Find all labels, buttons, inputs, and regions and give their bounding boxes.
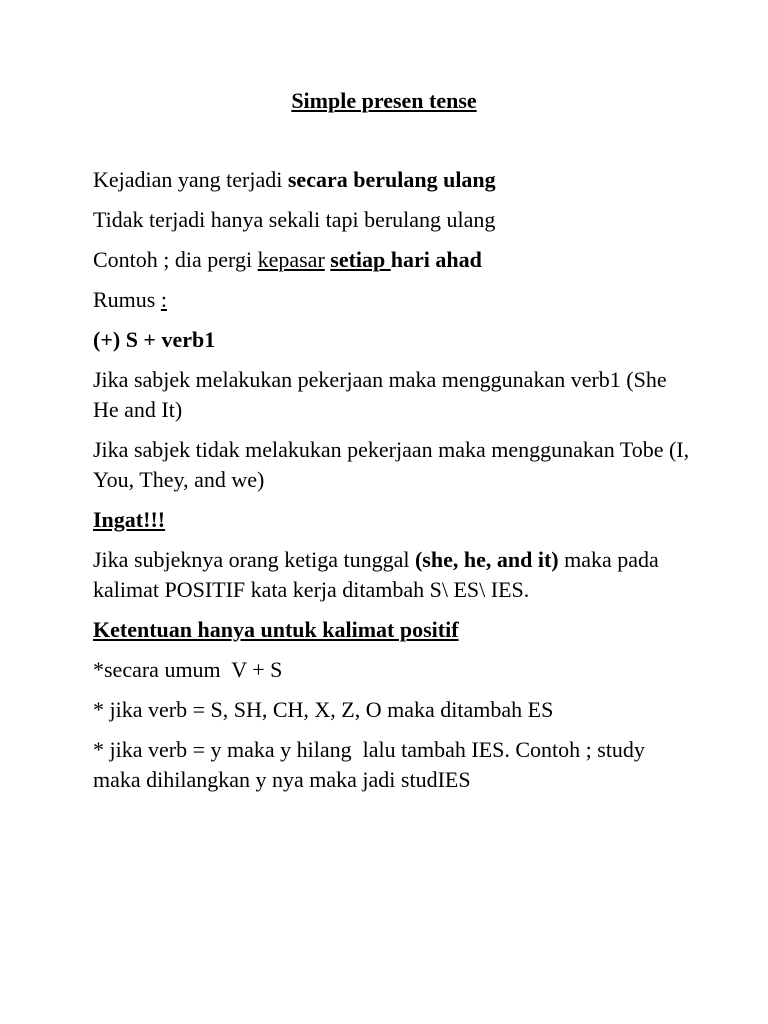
example-underlined: kepasar <box>257 247 325 272</box>
paragraph-remember-heading: Ingat!!! <box>93 507 166 532</box>
third-person-prefix: Jika subjeknya orang ketiga tunggal <box>93 547 415 572</box>
third-person-suffix: maka pada kalimat POSITIF kata kerja ditambah S\ ES\ IES. <box>93 547 659 602</box>
paragraph-example <box>93 245 693 275</box>
example-prefix: Contoh ; dia pergi <box>93 247 258 272</box>
paragraph-rule-general: *secara umum V + S <box>93 657 283 682</box>
formula-label-colon: : <box>160 287 167 312</box>
paragraph-rule-es: * jika verb = S, SH, CH, X, Z, O maka ditambah ES <box>93 697 554 722</box>
paragraph-rules-heading: Ketentuan hanya untuk kalimat positif <box>93 617 459 642</box>
page-title: Simple presen tense <box>291 88 477 113</box>
paragraph-third-person <box>93 545 693 605</box>
paragraph-definition <box>93 165 693 195</box>
paragraph-formula-label <box>93 285 693 315</box>
example-bold: hari ahad <box>390 247 482 272</box>
definition-text: Kejadian yang terjadi <box>93 167 288 192</box>
document-body <box>93 165 693 805</box>
definition-bold: secara berulang ulang <box>287 167 496 192</box>
paragraph-rule-tobe: Jika sabjek tidak melakukan pekerjaan maka menggunakan Tobe (I, You, They, and we) <box>93 437 690 492</box>
formula-label-text: Rumus <box>93 287 161 312</box>
paragraph-rule-ies: * jika verb = y maka y hilang lalu tambah IES. Contoh ; study maka dihilangkan y nya maka jadi studIES <box>93 737 651 792</box>
paragraph-explanation: Tidak terjadi hanya sekali tapi berulang ulang <box>93 207 496 232</box>
paragraph-formula: (+) S + verb1 <box>93 327 216 352</box>
third-person-bold: (she, he, and it) <box>414 547 559 572</box>
example-bold-underlined: setiap <box>330 247 391 272</box>
paragraph-rule-verb1: Jika sabjek melakukan pekerjaan maka menggunakan verb1 (She He and It) <box>93 367 667 422</box>
